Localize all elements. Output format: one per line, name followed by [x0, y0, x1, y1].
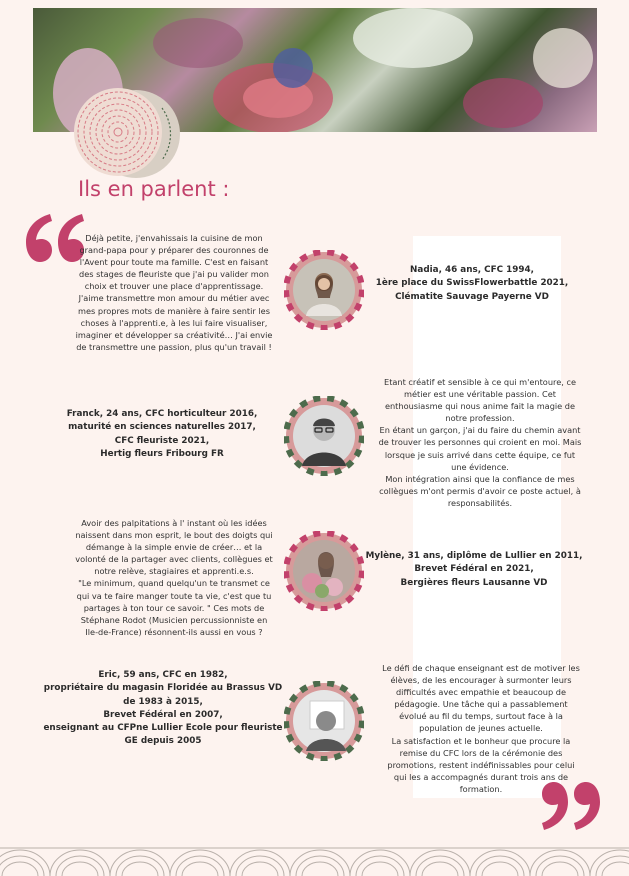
portrait-franck-icon: [284, 396, 364, 476]
testimonial-quote-eric: Le défi de chaque enseignant est de motiver les élèves, de les encourager à surmonter leurs difficultés avec empathie et beaucoup de pédagogie. Une tâche qui a passablement évolué au fil du temps, surtout face à la population de jeunes actuelle. La satisfaction et le bonheur que procure la remise du CFC lors de la cérémonie des promotions, restent indéfinissables pour celui qui les a accompagnés durant trois ans de formation.: [382, 663, 580, 794]
portrait-nadia-icon: [284, 250, 364, 330]
testimonial-quote-nadia: Déjà petite, j'envahissais la cuisine de mon grand-papa pour y préparer des couronnes de l'Avent pour toute ma famille. C'est en faisant des stages de fleuriste que j'ai pu valider mon choix et trouver une place d'apprentissage. J'aime transmettre mon amour du métier avec mes propres mots de manière à faire sentir les choses à l'apprenti.e, à les lui faire visualiser, imaginer et développer sa créativité… J'ai envie de transmettre une passion, plus qu'un travail !: [75, 233, 273, 352]
portrait-mylene-icon: [284, 531, 364, 611]
concentric-circles-decoration: [70, 78, 182, 190]
testimonial-name-mylene: Mylène, 31 ans, diplôme de Lullier en 2011, Brevet Fédéral en 2021, Bergières fleurs Lausanne VD: [365, 551, 583, 588]
page-title: Ils en parlent :: [78, 177, 230, 201]
close-quote-icon: [540, 778, 604, 834]
footer-arches-decoration: [0, 840, 629, 876]
testimonial-name-franck: Franck, 24 ans, CFC horticulteur 2016, maturité en sciences naturelles 2017, CFC fleuriste 2021, Hertig fleurs Fribourg FR: [66, 409, 258, 459]
testimonial-name-eric: Eric, 59 ans, CFC en 1982, propriétaire du magasin Floridée au Brassus VD de 1983 à 2015, Brevet Fédéral en 2007, enseignant au CFPne Lullier Ecole pour fleuriste GE depuis 2005: [43, 670, 283, 747]
testimonial-quote-franck: Etant créatif et sensible à ce qui m'entoure, ce métier est une véritable passion. Cet enthousiasme qui nous anime fait la magie de notre profession. En étant un garçon, j'ai du faire du chemin avant de trouver les personnes qui croient en moi. Mais lorsque je suis arrivé dans cette équipe, ce fut une évidence. Mon intégration ainsi que la confiance de mes collègues m'ont permis d'avoir ce poste actuel, à responsabilités.: [378, 377, 582, 508]
testimonial-quote-mylene: Avoir des palpitations à l' instant où les idées naissent dans mon esprit, le bout des doigts qui démange à la simple envie de créer… et la volonté de la partager avec clients, collègues et notre relève, stagiaires et apprenti.e.s. "Le minimum, quand quelqu'un te transmet ce qui va te faire manger toute ta vie, c'est que tu partages à ton tour ce savoir. " Ces mots de Stéphane Rodot (Musicien percussionniste en Ile-de-France) résonnent-ils aussi en vous ?: [75, 518, 273, 637]
testimonial-name-nadia: Nadia, 46 ans, CFC 1994, 1ère place du SwissFlowerbattle 2021, Clématite Sauvage Payerne VD: [375, 265, 569, 302]
portrait-eric-icon: [284, 681, 364, 761]
